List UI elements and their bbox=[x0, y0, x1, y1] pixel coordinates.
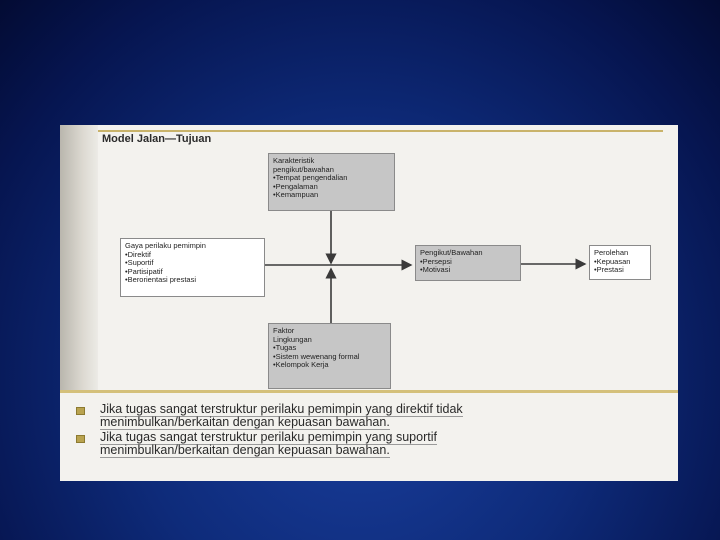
box-subordinate-characteristics: Karakteristik pengikut/bawahan • Tempat pengendalian • Pengalaman • Kemampuan bbox=[268, 153, 395, 211]
list-item: • Direktif bbox=[125, 251, 260, 260]
list-item: • Tempat pengendalian bbox=[273, 174, 390, 183]
list-item: • Kepuasan bbox=[594, 258, 646, 267]
box-environmental-factors: Faktor Lingkungan • Tugas • Sistem wewenang formal • Kelompok Kerja bbox=[268, 323, 391, 389]
bullet-line: Jika tugas sangat terstruktur perilaku pemimpin yang suportif bbox=[100, 430, 437, 444]
figure-title: Model Jalan—Tujuan bbox=[102, 133, 212, 145]
list-item: • Kelompok Kerja bbox=[273, 361, 386, 370]
bullet-list bbox=[74, 403, 664, 459]
list-item: • Kemampuan bbox=[273, 191, 390, 200]
list-item: • Motivasi bbox=[420, 266, 516, 275]
bullet-line: Jika tugas sangat terstruktur perilaku pemimpin yang direktif tidak bbox=[100, 402, 463, 416]
list-item: • Berorientasi prestasi bbox=[125, 276, 260, 285]
list-item: • Pengalaman bbox=[273, 183, 390, 192]
box-leader-behavior: Gaya perilaku pemimpin • Direktif • Suportif • Partisipatif • Berorientasi prestasi bbox=[120, 238, 265, 297]
bullet-item bbox=[74, 431, 664, 457]
box-outcomes: Perolehan • Kepuasan • Prestasi bbox=[589, 245, 651, 280]
list-item: • Partisipatif bbox=[125, 268, 260, 277]
list-item: • Tugas bbox=[273, 344, 386, 353]
bullet-line: menimbulkan/berkaitan dengan kepuasan bawahan. bbox=[100, 443, 390, 457]
list-item: • Prestasi bbox=[594, 266, 646, 275]
list-item: • Suportif bbox=[125, 259, 260, 268]
list-item: • Persepsi bbox=[420, 258, 516, 267]
box-follower-subordinate: Pengikut/Bawahan • Persepsi • Motivasi bbox=[415, 245, 521, 281]
slide-content-panel bbox=[60, 125, 678, 481]
bullet-line: menimbulkan/berkaitan dengan kepuasan bawahan. bbox=[100, 415, 390, 429]
list-item: • Sistem wewenang formal bbox=[273, 353, 386, 362]
bottom-rule bbox=[60, 390, 678, 393]
square-bullet-icon bbox=[76, 407, 85, 415]
bullet-item bbox=[74, 403, 664, 429]
square-bullet-icon bbox=[76, 435, 85, 443]
